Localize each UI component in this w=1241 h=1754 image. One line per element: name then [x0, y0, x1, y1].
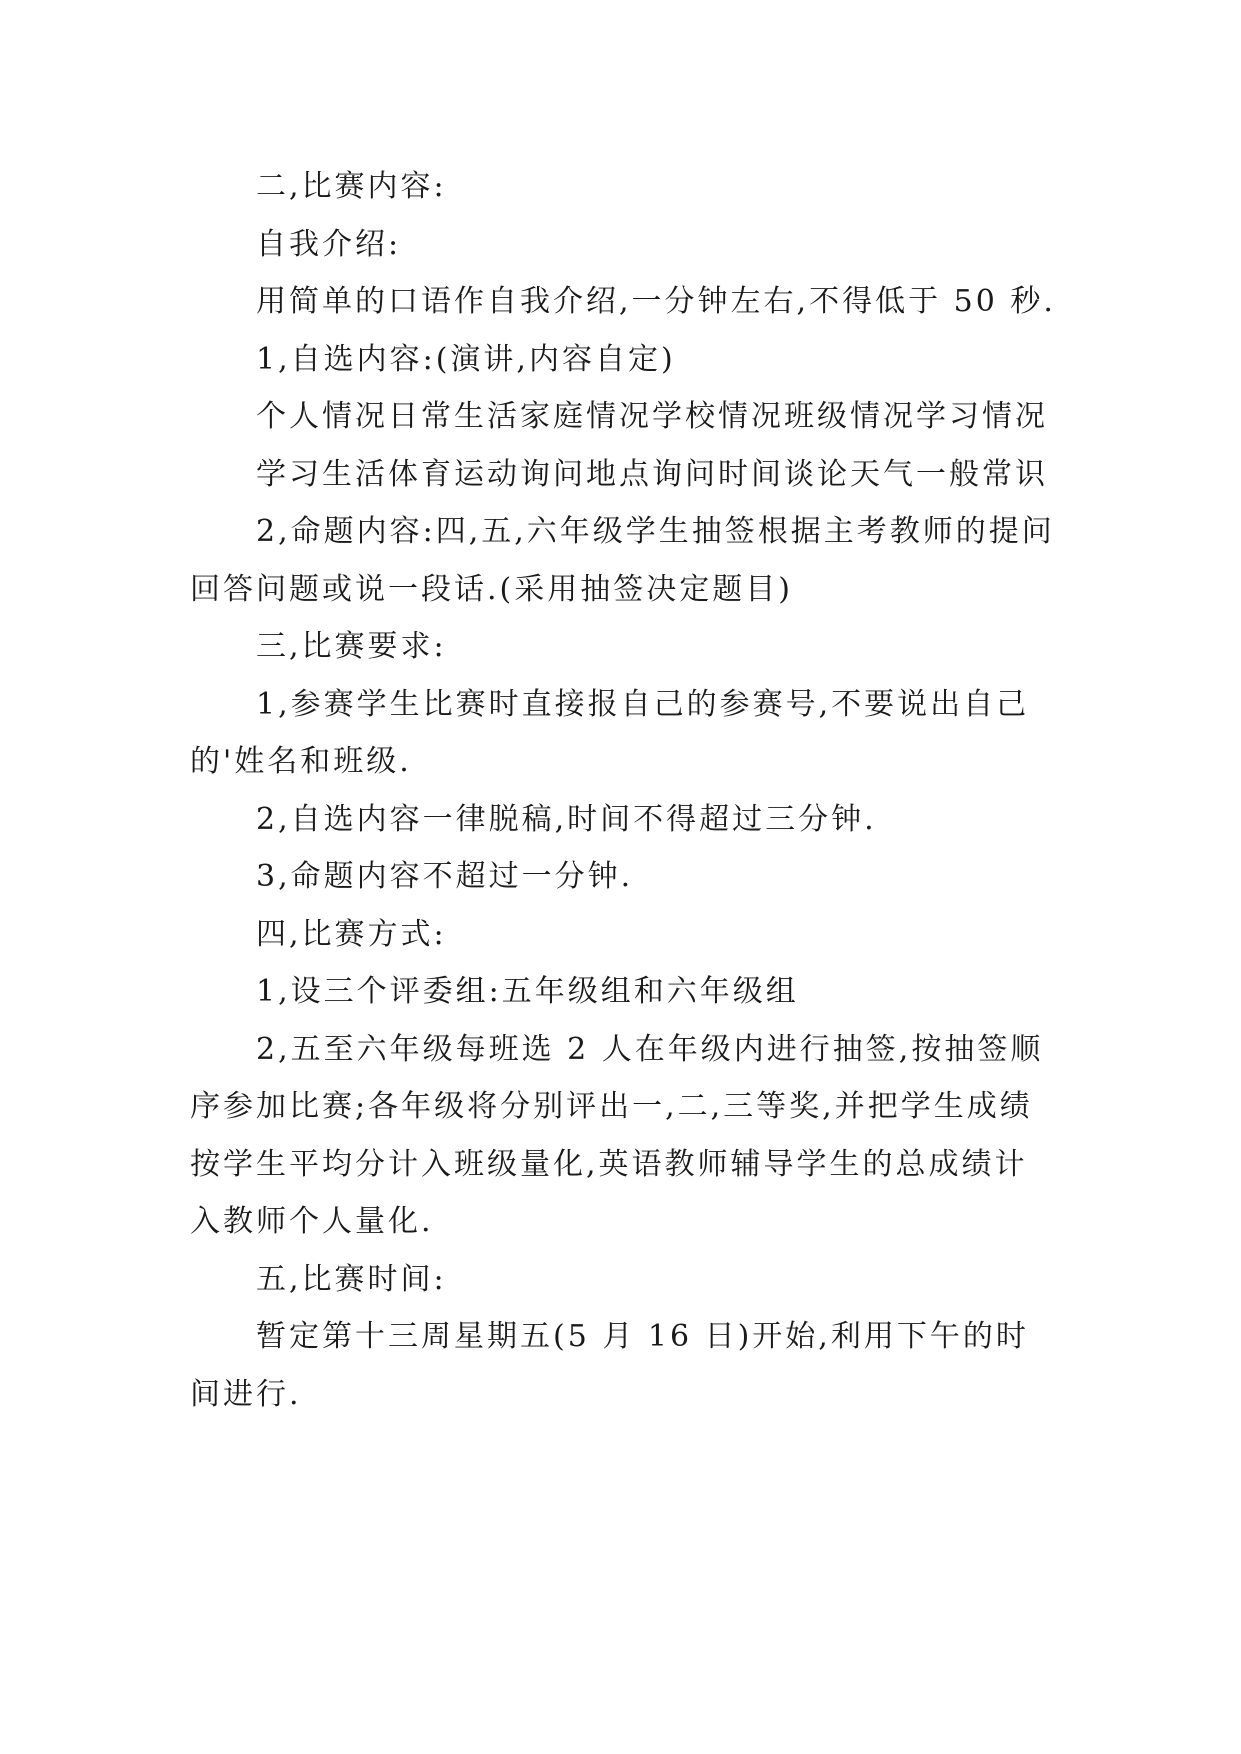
- paragraph-self-intro-heading: 自我介绍:: [256, 226, 402, 262]
- paragraph-assigned-content: 2,命题内容:四,五,六年级学生抽签根据主考教师的提问回答问题或说一段话.(采用抽签决定题目): [190, 514, 1055, 607]
- paragraph-optional-content: 1,自选内容:(演讲,内容自定): [256, 341, 676, 377]
- section-heading-format: 四,比赛方式:: [256, 916, 447, 952]
- paragraph-time-detail: 暂定第十三周星期五(5 月 16 日)开始,利用下午的时间进行.: [190, 1319, 1029, 1412]
- section-heading-requirements: 三,比赛要求:: [256, 629, 447, 664]
- paragraph-format-1: 1,设三个评委组:五年级组和六年级组: [256, 974, 799, 1009]
- paragraph-self-intro-rule: 用简单的口语作自我介绍,一分钟左右,不得低于 50 秒.: [256, 284, 1056, 319]
- paragraph-topics-personal: 个人情况日常生活家庭情况学校情况班级情况学习情况: [256, 399, 1048, 434]
- paragraph-requirement-1: 1,参赛学生比赛时直接报自己的参赛号,不要说出自己的'姓名和班级.: [190, 686, 1030, 779]
- paragraph-format-2: 2,五至六年级每班选 2 人在年级内进行抽签,按抽签顺序参加比赛;各年级将分别评出一,二,三等奖,并把学生成绩按学生平均分计入班级量化,英语教师辅导学生的总成绩计入教师个人量化.: [190, 1031, 1044, 1239]
- document-body: [190, 158, 1060, 1423]
- paragraph-requirement-2: 2,自选内容一律脱稿,时间不得超过三分钟.: [256, 801, 877, 837]
- paragraph-topics-general: 学习生活体育运动询问地点询问时间谈论天气一般常识: [256, 456, 1048, 492]
- section-heading-contest-content: 二,比赛内容:: [256, 169, 447, 204]
- paragraph-requirement-3: 3,命题内容不超过一分钟.: [256, 859, 634, 894]
- section-heading-time: 五,比赛时间:: [256, 1261, 447, 1297]
